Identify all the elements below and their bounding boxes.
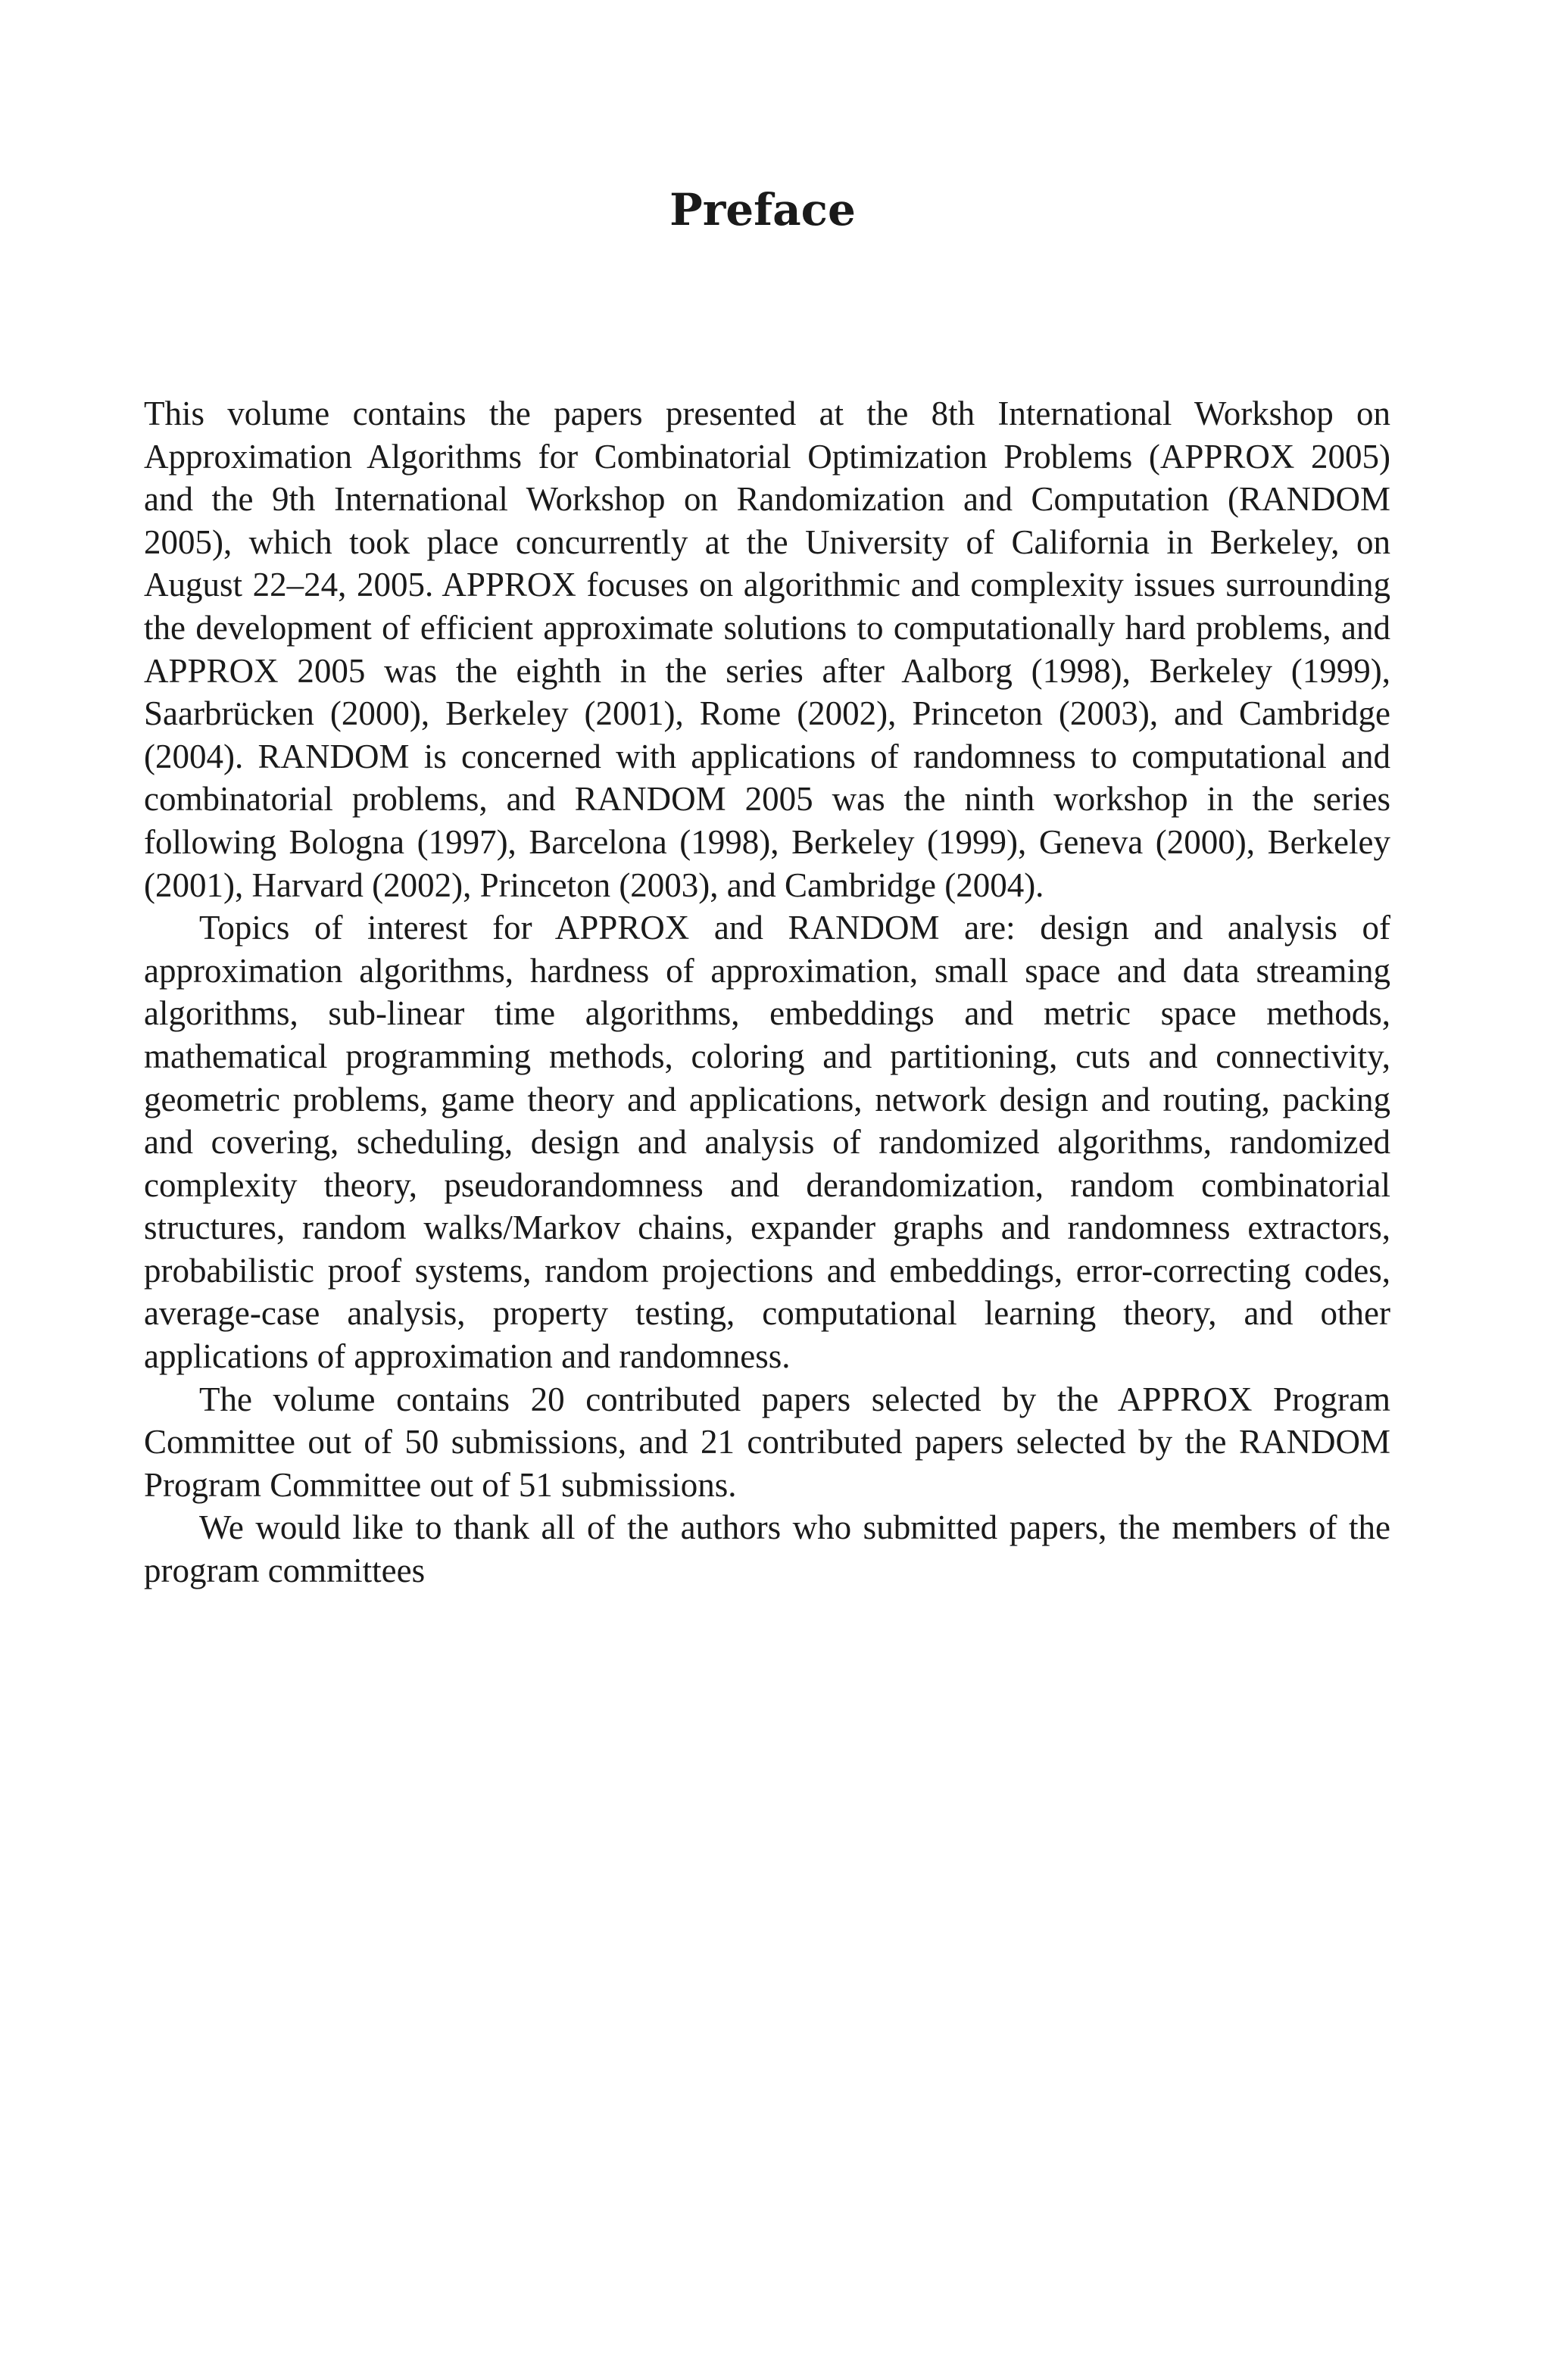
paragraph-1: This volume contains the papers presented at the 8th International Workshop on Approximation Algorithms for Combinatorial Optimization Problems (APPROX 2005) and the 9th International Workshop on Randomization and Computation (RANDOM 2005), which took place concurrently at the University of California in Berkeley, on August 22–24, 2005. APPROX focuses on algorithmic and complexity issues surrounding the development of efficient approximate solutions to computationally hard problems, and APPROX 2005 was the eighth in the series after Aalborg (1998), Berkeley (1999), Saarbrücken (2000), Berkeley (2001), Rome (2002), Princeton (2003), and Cambridge (2004). RANDOM is concerned with applications of randomness to computational and combinatorial problems, and RANDOM 2005 was the ninth workshop in the series following Bologna (1997), Barcelona (1998), Berkeley (1999), Geneva (2000), Berkeley (2001), Harvard (2002), Princeton (2003), and Cambridge (2004). [144,395,1390,904]
paragraph-2: Topics of interest for APPROX and RANDOM are: design and analysis of approximation algorithms, hardness of approximation, small space and data streaming algorithms, sub-linear time algorithms, embeddings and metric space methods, mathematical programming methods, coloring and partitioning, cuts and connectivity, geometric problems, game theory and applications, network design and routing, packing and covering, scheduling, design and analysis of randomized algorithms, randomized complexity theory, pseudorandomness and derandomization, random combinatorial structures, random walks/Markov chains, expander graphs and randomness extractors, probabilistic proof systems, random projections and embeddings, error-correcting codes, average-case analysis, property testing, computational learning theory, and other applications of approximation and randomness. [144,909,1390,1376]
paragraph-4: We would like to thank all of the authors who submitted papers, the members of the program committees [144,1508,1390,1590]
page-title: Preface [669,184,856,236]
paragraph-3: The volume contains 20 contributed papers selected by the APPROX Program Committee out of 50 submissions, and 21 contributed papers selected by the RANDOM Program Committee out of 51 submissions. [144,1380,1390,1504]
preface-body [144,392,1390,1592]
